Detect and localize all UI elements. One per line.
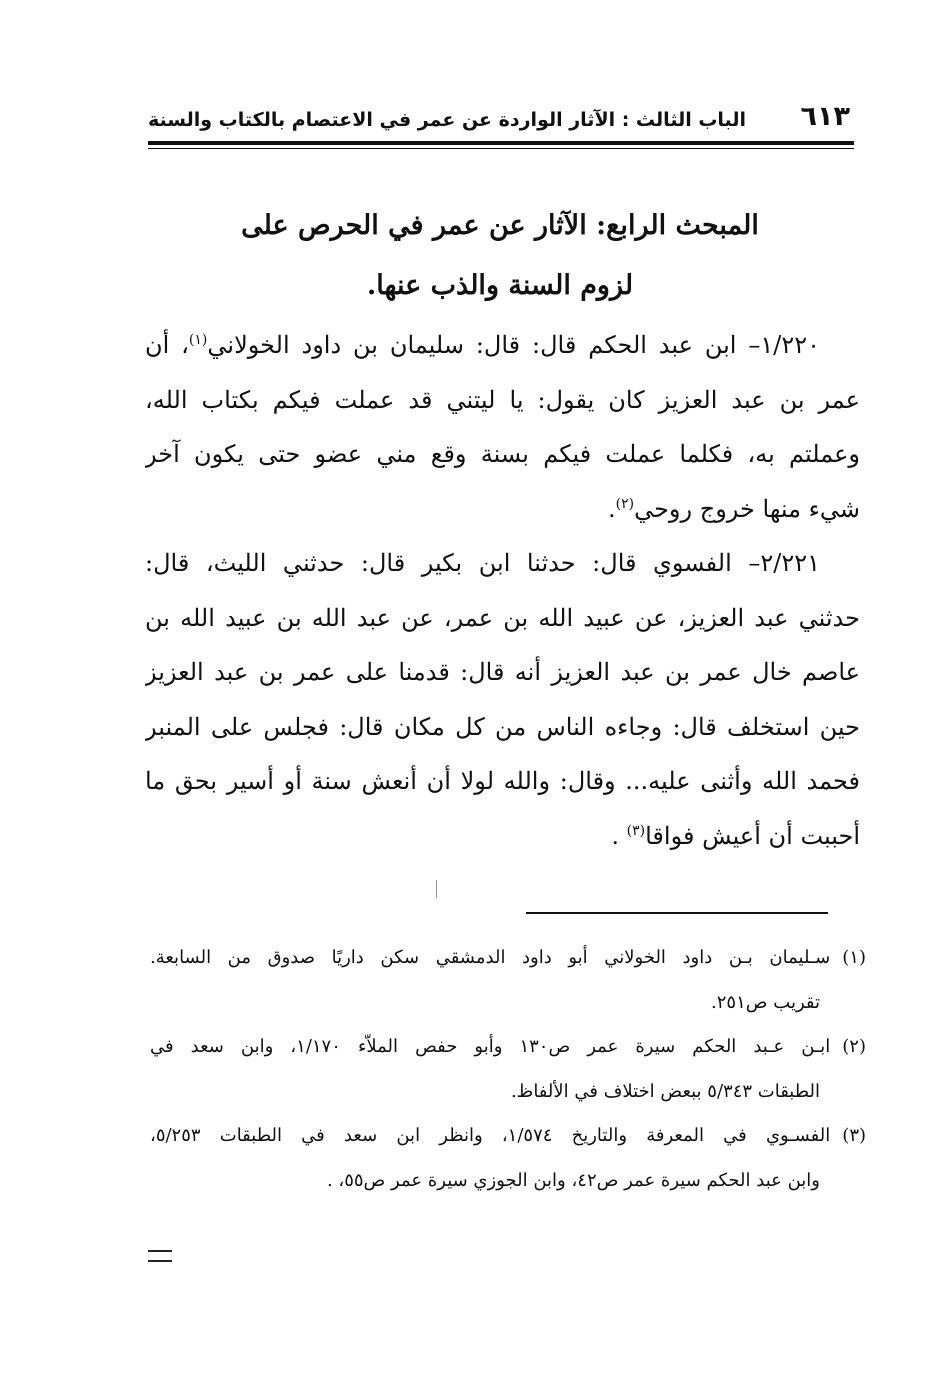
footnote-1: (١)سـليمان بـن داود الخولاني أبو داود الدمشقي سكن داريًا صدوق من السابعة. <box>150 947 866 968</box>
footnote-ref-2[interactable]: (٢) <box>615 495 635 512</box>
section-heading-line-2: لزوم السنة والذب عنها. <box>366 270 634 301</box>
page-end-mark <box>148 1250 172 1262</box>
footnote-2-number: (٢) <box>842 1036 866 1057</box>
page-number: ٦١٣ <box>800 101 850 132</box>
paragraph-2-line-4: حين استخلف قال: وجاءه الناس من كل مكان قال: فجلس على المنبر <box>145 712 860 741</box>
footnote-ref-1[interactable]: (١) <box>188 332 208 348</box>
header-rule-thin <box>148 148 854 149</box>
section-heading-line-1: المبحث الرابع: الآثار عن عمر في الحرص على <box>241 210 759 241</box>
paragraph-2-line-5: فحمد الله وأثنى عليه... وقال: والله لولا أن أنعش سنة أو أسير بحق ما <box>145 767 860 795</box>
paragraph-2-line-3: عاصم خال عمر بن عبد العزيز أنه قال: قدمنا على عمر بن عبد العزيز <box>145 658 860 686</box>
paragraph-1-line-1: ١/٢٢٠– ابن عبد الحكم قال: قال: سليمان بن داود الخولاني$^{(١)}$، أن <box>145 331 820 359</box>
footnote-ref-3[interactable]: (٣) <box>626 822 646 839</box>
paragraph-2-line-1: ٢/٢٢١– الفسوي قال: حدثنا ابن بكير قال: حدثني الليث، قال: <box>145 549 821 577</box>
footnote-3-continuation: وابن عبد الحكم سيرة عمر ص٤٢، وابن الجوزي سيرة عمر ص٥٥، . <box>326 1169 820 1191</box>
footnote-1-number: (١) <box>842 947 866 968</box>
footnote-3-number: (٣) <box>842 1125 866 1146</box>
footnotes <box>150 936 866 1203</box>
paragraph-1-line-4: شيء منها خروج روحي$^{(٢)}$. <box>607 494 860 523</box>
footnote-1-continuation: تقريب ص٢٥١. <box>711 991 820 1013</box>
paragraph-1-line-2: عمر بن عبد العزيز كان يقول: يا ليتني قد عملت فيكم بكتاب الله، <box>145 385 860 414</box>
footnote-separator <box>526 912 828 914</box>
footnote-3: (٣)الفسـوي في المعرفة والتاريخ ١/٥٧٤، وانظر ابن سعد في الطبقات ٥/٢٥٣، <box>150 1125 866 1146</box>
paragraph-2-line-6: أحببت أن أعيش فواقا$^{(٣)}$ . <box>611 821 860 850</box>
running-header <box>148 98 854 142</box>
body-text <box>145 318 860 863</box>
scan-mark <box>436 880 437 898</box>
footnote-2-continuation: الطبقات ٥/٣٤٣ ببعض اختلاف في الألفاظ. <box>510 1080 820 1102</box>
running-header-title: الباب الثالث : الآثار الواردة عن عمر في الاعتصام بالكتاب والسنة <box>148 109 746 131</box>
paragraph-1-line-3: وعملتم به، فكلما عملت فيكم بسنة وقع مني عضو حتى يكون آخر <box>145 440 860 468</box>
header-rule-thick <box>148 141 854 145</box>
section-heading <box>150 196 850 316</box>
paragraph-2-line-2: حدثني عبد العزيز، عن عبيد الله بن عمر، عن عبد الله بن عبيد الله بن <box>145 603 860 632</box>
footnote-2: (٢)ابـن عـبد الحكم سيرة عمر ص١٣٠ وأبو حفص الملاّء ١/١٧٠، وابن سعد في <box>150 1036 866 1057</box>
